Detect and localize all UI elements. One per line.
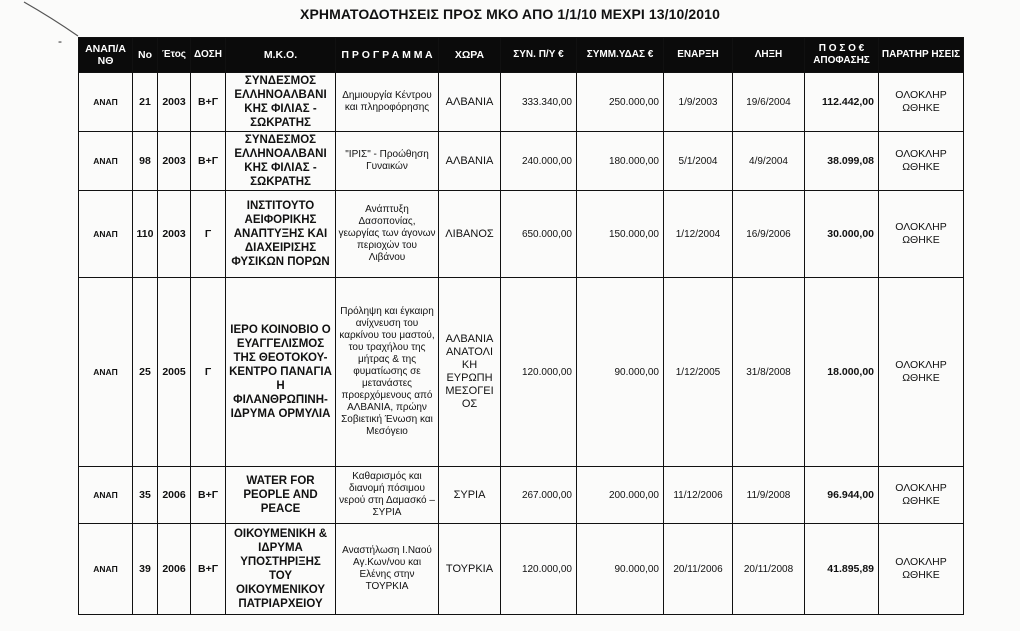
cell-contribution: 90.000,00 bbox=[577, 278, 664, 467]
col-header-dosi: ΔΟΣΗ bbox=[191, 38, 226, 73]
col-header-no: Νο bbox=[133, 38, 158, 73]
col-header-contribution: ΣΥΜΜ.ΥΔΑΣ € bbox=[577, 38, 664, 73]
cell-contribution: 250.000,00 bbox=[577, 73, 664, 132]
cell-year: 2003 bbox=[158, 132, 191, 191]
cell-contribution: 180.000,00 bbox=[577, 132, 664, 191]
cell-total: 120.000,00 bbox=[501, 524, 577, 615]
table-row bbox=[79, 191, 964, 278]
funding-table bbox=[78, 37, 964, 615]
cell-amount: 18.000,00 bbox=[805, 278, 879, 467]
cell-program: Καθαρισμός και διανομή πόσιμου νερού στη Δαμασκό – ΣΥΡΙΑ bbox=[336, 467, 439, 524]
cell-end: 4/9/2004 bbox=[733, 132, 805, 191]
cell-note: ΟΛΟΚΛΗΡ ΩΘΗΚΕ bbox=[879, 132, 964, 191]
cell-year: 2006 bbox=[158, 467, 191, 524]
cell-mko: ΟΙΚΟΥΜΕΝΙΚΗ & ΙΔΡΥΜΑ ΥΠΟΣΤΗΡΙΞΗΣ ΤΟΥ ΟΙΚΟΥΜΕΝΙΚΟΥ ΠΑΤΡΙΑΡΧΕΙΟΥ bbox=[226, 524, 336, 615]
cell-amount: 30.000,00 bbox=[805, 191, 879, 278]
cell-note: ΟΛΟΚΛΗΡ ΩΘΗΚΕ bbox=[879, 191, 964, 278]
cell-program: Πρόληψη και έγκαιρη ανίχνευση του καρκίνου του μαστού, του τραχήλου της μήτρας & της φυματίωσης σε μετανάστες προερχόμενους από ΑΛΒΑΝΙΑ, πρώην Σοβιετική Ένωση και Μεσόγειο bbox=[336, 278, 439, 467]
cell-code: ΑΝΑΠ bbox=[79, 278, 133, 467]
col-header-program: Π Ρ Ο Γ Ρ Α Μ Μ Α bbox=[336, 38, 439, 73]
cell-end: 31/8/2008 bbox=[733, 278, 805, 467]
table-row bbox=[79, 73, 964, 132]
cell-program: Αναστήλωση Ι.Ναού Αγ.Κων/νου και Ελένης στην ΤΟΥΡΚΙΑ bbox=[336, 524, 439, 615]
cell-year: 2003 bbox=[158, 73, 191, 132]
cell-amount: 41.895,89 bbox=[805, 524, 879, 615]
cell-code: ΑΝΑΠ bbox=[79, 467, 133, 524]
cell-note: ΟΛΟΚΛΗΡ ΩΘΗΚΕ bbox=[879, 524, 964, 615]
cell-year: 2003 bbox=[158, 191, 191, 278]
cell-end: 11/9/2008 bbox=[733, 467, 805, 524]
cell-end: 16/9/2006 bbox=[733, 191, 805, 278]
cell-contribution: 150.000,00 bbox=[577, 191, 664, 278]
cell-year: 2006 bbox=[158, 524, 191, 615]
cell-total: 267.000,00 bbox=[501, 467, 577, 524]
cell-note: ΟΛΟΚΛΗΡ ΩΘΗΚΕ bbox=[879, 73, 964, 132]
document-title: ΧΡΗΜΑΤΟΔΟΤΗΣΕΙΣ ΠΡΟΣ ΜΚΟ ΑΠΟ 1/1/10 ΜΕΧΡΙ 13/10/2010 bbox=[300, 6, 720, 22]
col-header-end: ΛΗΞΗ bbox=[733, 38, 805, 73]
cell-country: ΑΛΒΑΝΙΑ bbox=[439, 132, 501, 191]
col-header-remarks: ΠΑΡΑΤΗΡ ΗΣΕΙΣ bbox=[879, 38, 964, 73]
cell-start: 5/1/2004 bbox=[664, 132, 733, 191]
cell-total: 120.000,00 bbox=[501, 278, 577, 467]
cell-program: Ανάπτυξη Δασοπονίας, γεωργίας των άγονων περιοχών του Λιβάνου bbox=[336, 191, 439, 278]
col-header-year: Έτος bbox=[158, 38, 191, 73]
cell-no: 39 bbox=[133, 524, 158, 615]
header-row bbox=[79, 38, 964, 73]
cell-no: 110 bbox=[133, 191, 158, 278]
cell-start: 1/12/2004 bbox=[664, 191, 733, 278]
cell-country: ΛΙΒΑΝΟΣ bbox=[439, 191, 501, 278]
cell-no: 98 bbox=[133, 132, 158, 191]
cell-code: ΑΝΑΠ bbox=[79, 191, 133, 278]
cell-program: Δημιουργία Κέντρου και πληροφόρησης bbox=[336, 73, 439, 132]
cell-end: 20/11/2008 bbox=[733, 524, 805, 615]
col-header-mko: Μ.Κ.Ο. bbox=[226, 38, 336, 73]
table-row bbox=[79, 524, 964, 615]
cell-total: 240.000,00 bbox=[501, 132, 577, 191]
cell-start: 20/11/2006 bbox=[664, 524, 733, 615]
cell-mko: ΙΝΣΤΙΤΟΥΤΟ ΑΕΙΦΟΡΙΚΗΣ ΑΝΑΠΤΥΞΗΣ ΚΑΙ ΔΙΑΧΕΙΡΙΣΗΣ ΦΥΣΙΚΩΝ ΠΟΡΩΝ bbox=[226, 191, 336, 278]
cell-start: 11/12/2006 bbox=[664, 467, 733, 524]
cell-mko: WATER FOR PEOPLE AND PEACE bbox=[226, 467, 336, 524]
cell-contribution: 90.000,00 bbox=[577, 524, 664, 615]
cell-amount: 96.944,00 bbox=[805, 467, 879, 524]
col-header-anath: ΑΝΑΠ/Α ΝΘ bbox=[79, 38, 133, 73]
cell-year: 2005 bbox=[158, 278, 191, 467]
cell-dosi: Γ bbox=[191, 278, 226, 467]
cell-contribution: 200.000,00 bbox=[577, 467, 664, 524]
cell-country: ΣΥΡΙΑ bbox=[439, 467, 501, 524]
cell-dosi: Β+Γ bbox=[191, 524, 226, 615]
cell-no: 25 bbox=[133, 278, 158, 467]
cell-code: ΑΝΑΠ bbox=[79, 524, 133, 615]
cell-mko: ΣΥΝΔΕΣΜΟΣ ΕΛΛΗΝΟΑΛΒΑΝΙ ΚΗΣ ΦΙΛΙΑΣ - ΣΩΚΡΑΤΗΣ bbox=[226, 73, 336, 132]
cell-no: 35 bbox=[133, 467, 158, 524]
cell-total: 333.340,00 bbox=[501, 73, 577, 132]
cell-code: ΑΝΑΠ bbox=[79, 73, 133, 132]
cell-no: 21 bbox=[133, 73, 158, 132]
cell-start: 1/12/2005 bbox=[664, 278, 733, 467]
cell-amount: 112.442,00 bbox=[805, 73, 879, 132]
table-row bbox=[79, 467, 964, 524]
table-row bbox=[79, 278, 964, 467]
cell-country: ΤΟΥΡΚΙΑ bbox=[439, 524, 501, 615]
table-row bbox=[79, 132, 964, 191]
cell-program: "ΙΡΙΣ" - Προώθηση Γυναικών bbox=[336, 132, 439, 191]
cell-dosi: Β+Γ bbox=[191, 132, 226, 191]
cell-dosi: Β+Γ bbox=[191, 73, 226, 132]
cell-end: 19/6/2004 bbox=[733, 73, 805, 132]
cell-start: 1/9/2003 bbox=[664, 73, 733, 132]
cell-note: ΟΛΟΚΛΗΡ ΩΘΗΚΕ bbox=[879, 278, 964, 467]
cell-mko: ΣΥΝΔΕΣΜΟΣ ΕΛΛΗΝΟΑΛΒΑΝΙ ΚΗΣ ΦΙΛΙΑΣ - ΣΩΚΡΑΤΗΣ bbox=[226, 132, 336, 191]
cell-code: ΑΝΑΠ bbox=[79, 132, 133, 191]
cell-total: 650.000,00 bbox=[501, 191, 577, 278]
cell-country: ΑΛΒΑΝΙΑ ΑΝΑΤΟΛΙ ΚΗ ΕΥΡΩΠΗ ΜΕΣΟΓΕΙ ΟΣ bbox=[439, 278, 501, 467]
cell-dosi: Β+Γ bbox=[191, 467, 226, 524]
scan-artifact-dash: - bbox=[58, 34, 62, 48]
cell-country: ΑΛΒΑΝΙΑ bbox=[439, 73, 501, 132]
cell-amount: 38.099,08 bbox=[805, 132, 879, 191]
col-header-country: ΧΩΡΑ bbox=[439, 38, 501, 73]
cell-mko: ΙΕΡΟ ΚΟΙΝΟΒΙΟ Ο ΕΥΑΓΓΕΛΙΣΜΟΣ ΤΗΣ ΘΕΟΤΟΚΟΥ-ΚΕΝΤΡΟ ΠΑΝΑΓΙΑ Η ΦΙΛΑΝΘΡΩΠΙΝΗ-ΙΔΡΥΜΑ ΟΡΜΥΛΙΑ bbox=[226, 278, 336, 467]
cell-dosi: Γ bbox=[191, 191, 226, 278]
col-header-start: ΕΝΑΡΞΗ bbox=[664, 38, 733, 73]
cell-note: ΟΛΟΚΛΗΡ ΩΘΗΚΕ bbox=[879, 467, 964, 524]
col-header-total: ΣΥΝ. Π/Υ € bbox=[501, 38, 577, 73]
col-header-decision-amount: Π Ο Σ Ο € ΑΠΟΦΑΣΗΣ bbox=[805, 38, 879, 73]
